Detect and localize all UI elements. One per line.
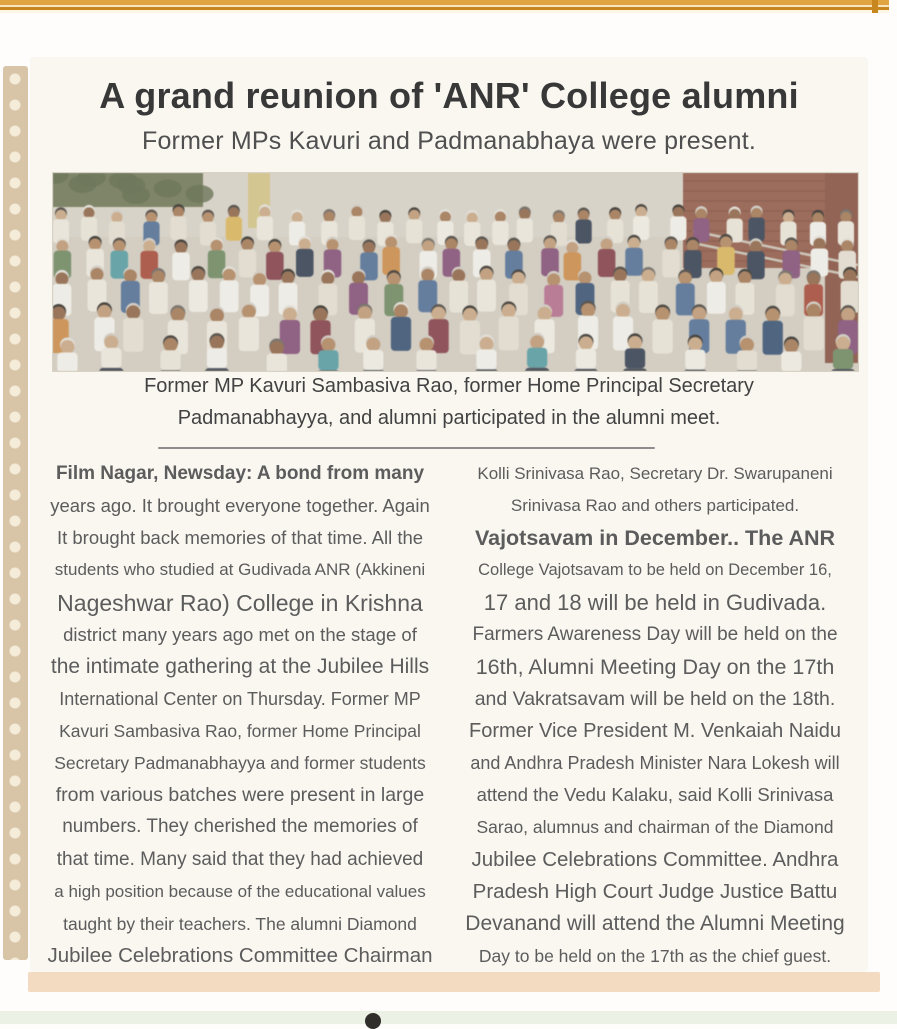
top-gold-border (0, 0, 889, 13)
left-column-line-14: a high position because of the educational values (54, 881, 426, 901)
article-left-column (34, 459, 446, 971)
bottom-ink-dot (365, 1013, 381, 1029)
right-column-line-15: Devanand will attend the Alumni Meeting (465, 911, 845, 935)
newspaper-article-card (30, 57, 868, 972)
right-column-line-1: Kolli Srinivasa Rao, Secretary Dr. Swarupaneni (477, 464, 833, 483)
left-column-line-11: from various batches were present in large (55, 784, 425, 807)
left-column-line-8: International Center on Thursday. Former MP (59, 688, 421, 709)
right-column-line-11: attend the Vedu Kalaku, said Kolli Srinivasa (476, 784, 834, 806)
bottom-green-strip (0, 1011, 897, 1024)
photo-caption-line1: Former MP Kavuri Sambasiva Rao, former Home Principal Secretary (144, 375, 754, 397)
right-column-line-14: Pradesh High Court Judge Justice Battu (472, 879, 838, 903)
right-column-line-4: College Vajotsavam to be held on December 16, (478, 561, 832, 580)
right-column-line-2: Srinivasa Rao and others participated. (510, 496, 800, 516)
left-column-line-2: years ago. It brought everyone together. Again (50, 495, 430, 517)
left-column-line-1: Film Nagar, Newsday: A bond from many (55, 463, 425, 484)
top-gold-border-corner (872, 0, 878, 13)
left-column-line-16: Jubilee Celebrations Committee Chairman (47, 943, 433, 967)
right-column-line-3: Vajotsavam in December.. The ANR (474, 526, 836, 551)
right-column-line-10: and Andhra Pradesh Minister Nara Lokesh will (470, 753, 840, 774)
left-column-line-7: the intimate gathering at the Jubilee Hills (50, 654, 430, 678)
left-column-line-5: Nageshwar Rao) College in Krishna (57, 589, 423, 616)
left-column-line-15: taught by their teachers. The alumni Diamond (63, 913, 417, 934)
right-column-line-12: Sarao, alumnus and chairman of the Diamond (476, 817, 834, 838)
right-column-line-8: and Vakratsavam will be held on the 18th. (474, 687, 836, 710)
perforated-edge-decoration (3, 66, 28, 960)
right-column-line-9: Former Vice President M. Venkaiah Naidu (468, 720, 842, 742)
photo-caption-line2: Padmanabhayya, and alumni participated in the alumni meet. (177, 407, 721, 429)
article-right-column (448, 459, 862, 971)
bottom-peach-strip (28, 972, 880, 992)
alumni-group-photo-illustration (53, 173, 858, 371)
right-column-line-16: Day to be held on the 17th as the chief guest. (478, 945, 832, 966)
left-column-line-6: district many years ago met on the stage of (63, 623, 417, 645)
right-column-line-5: 17 and 18 will be held in Gudivada. (483, 589, 827, 615)
caption-divider-rule (158, 447, 655, 449)
left-column-line-12: numbers. They cherished the memories of (62, 816, 418, 838)
left-column-line-4: students who studied at Gudivada ANR (Akkineni (54, 560, 426, 580)
left-column-line-9: Kavuri Sambasiva Rao, former Home Principal (59, 721, 421, 741)
right-column-line-6: Farmers Awareness Day will be held on the (472, 623, 838, 645)
article-headline: A grand reunion of 'ANR' College alumni (99, 75, 799, 116)
left-column-line-3: It brought back memories of that time. All the (56, 527, 424, 549)
right-column-line-13: Jubilee Celebrations Committee. Andhra (471, 847, 839, 871)
left-column-line-13: that time. Many said that they had achieved (56, 848, 424, 870)
right-column-line-7: 16th, Alumni Meeting Day on the 17th (475, 654, 835, 679)
alumni-group-photo (52, 172, 859, 372)
left-column-line-10: Secretary Padmanabhayya and former students (54, 753, 426, 774)
article-subhead: Former MPs Kavuri and Padmanabhaya were present. (141, 127, 757, 155)
